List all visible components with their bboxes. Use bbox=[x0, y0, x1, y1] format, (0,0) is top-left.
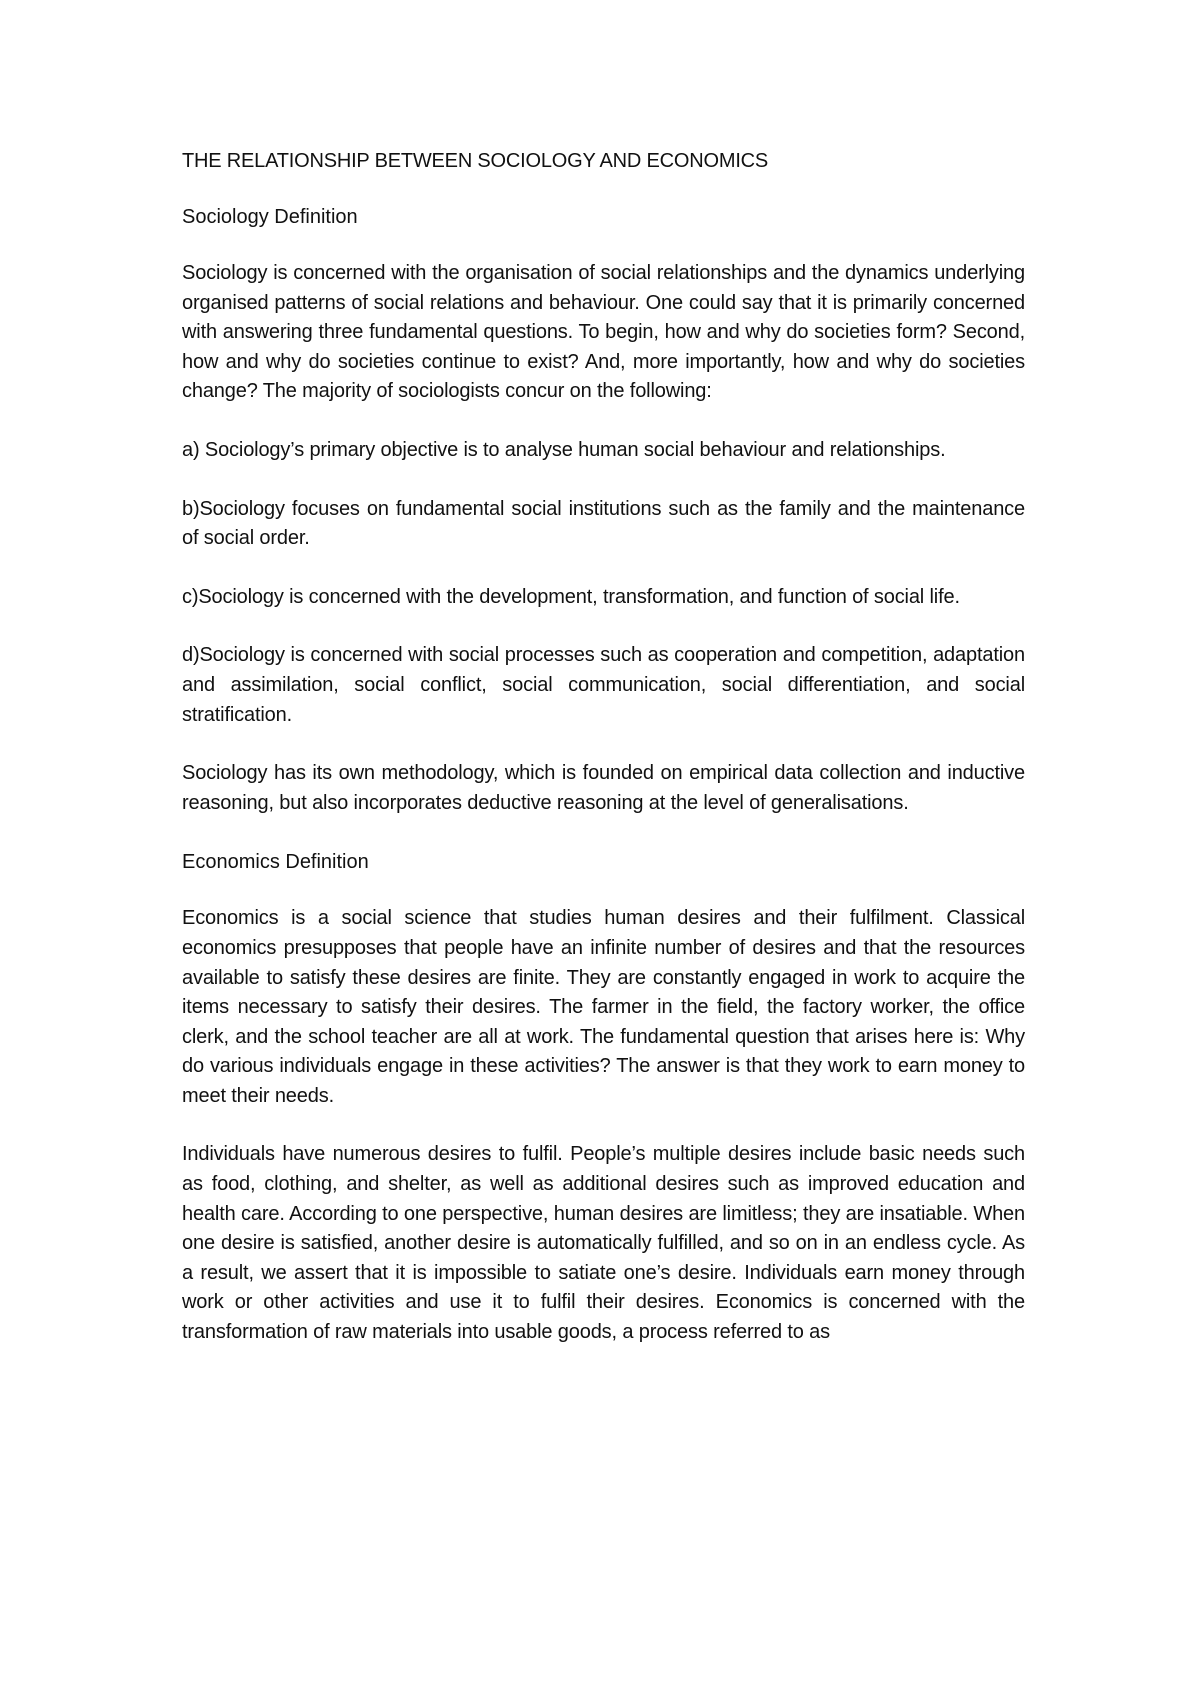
sociology-method-paragraph: Sociology has its own methodology, which is founded on empirical data collection and inductive reasoning, but also incorporates deductive reasoning at the level of generalisations. bbox=[182, 762, 1025, 814]
economics-heading: Economics Definition bbox=[182, 851, 369, 874]
point-b: b)Sociology focuses on fundamental social institutions such as the family and the maintenance of social order. bbox=[182, 497, 1025, 550]
sociology-heading: Sociology Definition bbox=[182, 206, 358, 228]
point-c: c)Sociology is concerned with the development, transformation, and function of social life. bbox=[182, 585, 960, 608]
economics-paragraph-2: Individuals have numerous desires to fulfil. People’s multiple desires include basic needs such as food, clothing, and shelter, as well as additional desires such as improved education and health care. According to one perspective, human desires are limitless; they are insatiable. When one desire is satisfied, another desire is automatically fulfilled, and so on in an endless cycle. As a result, we assert that it is impossible to satiate one’s desire. Individuals earn money through work or other activities and use it to fulfil their desires. Economics is concerned with the transformation of raw materials into usable goods, a process referred to as bbox=[182, 1143, 1025, 1344]
point-a: a) Sociology’s primary objective is to analyse human social behaviour and relationships. bbox=[182, 438, 946, 461]
economics-paragraph-1: Economics is a social science that studies human desires and their fulfilment. Classical economics presupposes that people have an infinite number of desires and that the resources available to satisfy these desires are finite. They are constantly engaged in work to acquire the items necessary to satisfy their desires. The farmer in the field, the factory worker, the office clerk, and the school teacher are all at work. The fundamental question that arises here is: Why do various individuals engage in these activities? The answer is that they work to earn money to meet their needs. bbox=[182, 907, 1025, 1107]
point-d: d)Sociology is concerned with social processes such as cooperation and competition, adaptation and assimilation, social conflict, social communication, social differentiation, and social stratification. bbox=[182, 644, 1025, 726]
document-title: THE RELATIONSHIP BETWEEN SOCIOLOGY AND ECONOMICS bbox=[182, 150, 769, 172]
document-body bbox=[182, 146, 1025, 1348]
sociology-intro-paragraph: Sociology is concerned with the organisation of social relationships and the dynamics underlying organised patterns of social relations and behaviour. One could say that it is primarily concerned with answering three fundamental questions. To begin, how and why do societies form? Second, how and why do societies continue to exist? And, more importantly, how and why do societies change? The majority of sociologists concur on the following: bbox=[182, 262, 1025, 403]
